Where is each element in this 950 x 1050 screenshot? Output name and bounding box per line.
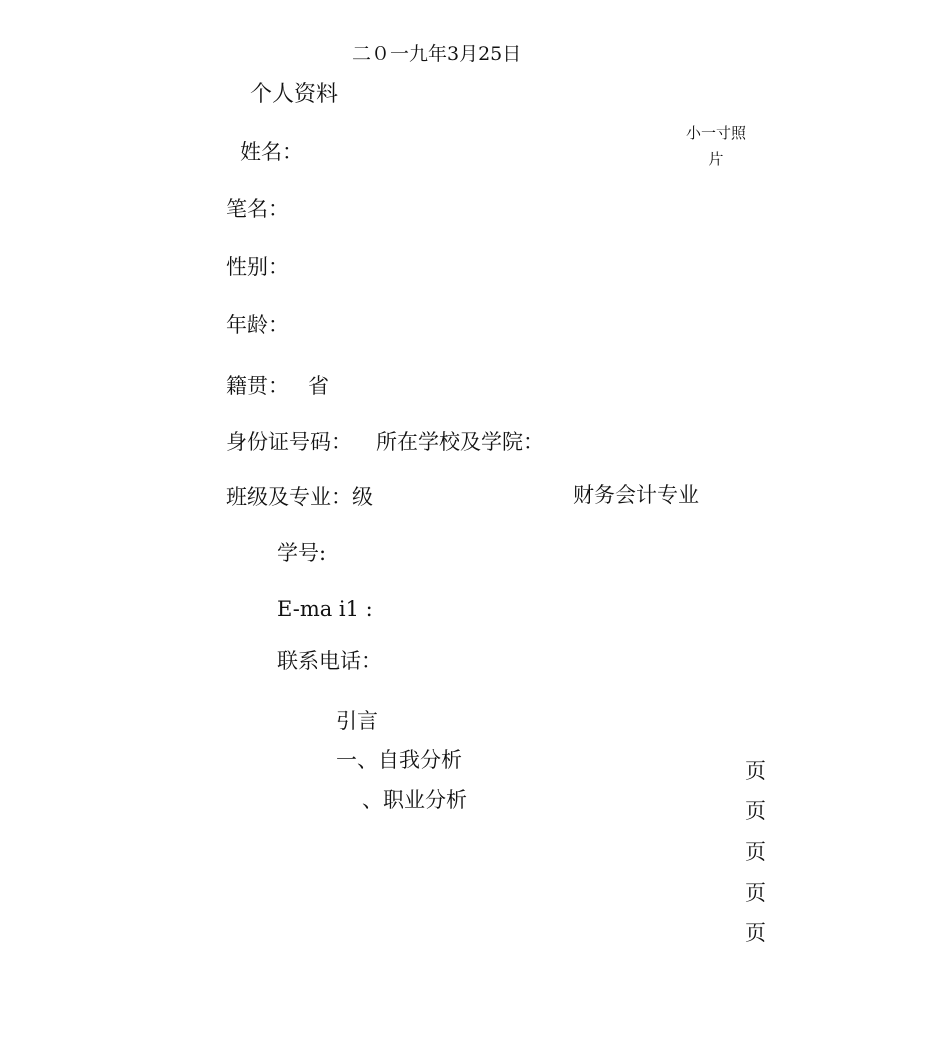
toc-page-mark: 页 — [745, 921, 766, 945]
photo-placeholder — [680, 120, 752, 172]
toc-page-mark: 页 — [745, 881, 766, 905]
age-label: 年龄： — [226, 313, 289, 337]
toc-intro: 引言 — [336, 709, 378, 733]
native-place-value: 省 — [308, 374, 329, 398]
photo-placeholder-line1: 小一寸照 — [685, 124, 746, 142]
school-label: 所在学校及学院： — [376, 430, 544, 454]
phone-label: 联系电话： — [277, 649, 382, 673]
name-label: 姓名： — [240, 140, 303, 164]
page-title: 个人资料 — [250, 82, 339, 107]
gender-label: 性别： — [226, 255, 289, 279]
student-number-label: 学号: — [277, 541, 327, 565]
toc-page-mark: 页 — [745, 759, 766, 783]
photo-placeholder-line2: 片 — [708, 150, 724, 168]
native-place-label: 籍贯： — [226, 374, 289, 398]
toc-item-career-analysis: 、职业分析 — [362, 788, 467, 812]
email-label: E-ma i1 : — [277, 597, 373, 621]
document-date: 二０一九年3月25日 — [352, 43, 522, 65]
class-major-value: 财务会计专业 — [573, 483, 699, 507]
pen-name-label: 笔名： — [226, 197, 289, 221]
toc-item-self-analysis: 一、自我分析 — [336, 748, 462, 772]
id-number-label: 身份证号码： — [226, 430, 352, 454]
class-major-label: 班级及专业：级 — [226, 485, 373, 509]
toc-page-mark: 页 — [745, 799, 766, 823]
toc-page-mark: 页 — [745, 840, 766, 864]
